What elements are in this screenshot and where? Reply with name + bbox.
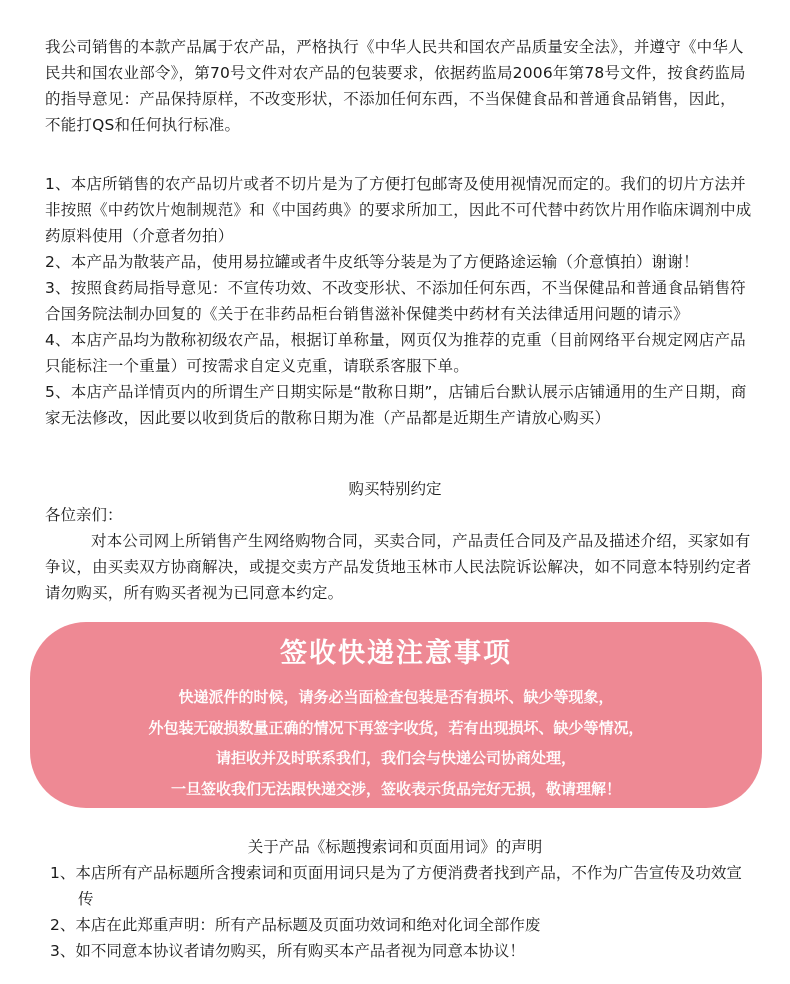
agreement-greeting: 各位亲们： bbox=[45, 506, 123, 524]
agreement-title: 购买特别约定 bbox=[348, 480, 442, 498]
notes-list bbox=[45, 171, 757, 431]
note-item: 5、本店产品详情页内的所谓生产日期实际是“散称日期”，店铺后台默认展示店铺通用的生产日期，商家无法修改，因此要以收到货后的散称日期为准（产品都是近期生产请放心购买） bbox=[45, 383, 747, 427]
delivery-notice-line: 一旦签收我们无法跟快递交涉，签收表示货品完好无损，敬请理解！ bbox=[170, 779, 621, 798]
declaration-item: 3、如不同意本协议者请勿购买，所有购买本产品者视为同意本协议！ bbox=[50, 942, 525, 960]
delivery-notice-box bbox=[30, 622, 762, 808]
declaration-title: 关于产品《标题搜索词和页面用词》的声明 bbox=[247, 838, 543, 856]
declaration-item: 2、本店在此郑重声明：所有产品标题及页面功效词和绝对化词全部作废 bbox=[50, 916, 541, 934]
declaration-list bbox=[50, 860, 750, 964]
note-item: 4、本店产品均为散称初级农产品，根据订单称量，网页仅为推荐的克重（目前网络平台规定网店产品只能标注一个重量）可按需求自定义克重，请联系客服下单。 bbox=[45, 331, 746, 375]
declaration-item: 1、本店所有产品标题所含搜索词和页面用词只是为了方便消费者找到产品，不作为广告宣传及功效宣传 bbox=[50, 864, 742, 908]
delivery-notice-line: 外包装无破损数量正确的情况下再签字收货，若有出现损坏、缺少等情况， bbox=[148, 718, 644, 737]
agreement-body: 对本公司网上所销售产生网络购物合同，买卖合同，产品责任合同及产品及描述介绍，买家如有争议，由买卖双方协商解决，或提交卖方产品发货地玉林市人民法院诉讼解决，如不同意本特别约定者请勿购买，所有购买者视为已同意本约定。 bbox=[45, 532, 752, 602]
delivery-notice-line: 请拒收并及时联系我们，我们会与快递公司协商处理， bbox=[215, 749, 576, 767]
delivery-notice-title: 签收快递注意事项 bbox=[280, 638, 512, 669]
note-item: 3、按照食药局指导意见：不宣传功效、不改变形状、不添加任何东西，不当保健品和普通食品销售符合国务院法制办回复的《关于在非药品柜台销售滋补保健类中药材有关法律适用问题的请示》 bbox=[45, 279, 746, 323]
delivery-notice-line: 快递派件的时候，请务必当面检查包装是否有损坏、缺少等现象， bbox=[178, 688, 614, 706]
intro-paragraph: 我公司销售的本款产品属于农产品，严格执行《中华人民共和国农产品质量安全法》，并遵守《中华人民共和国农业部令》，第70号文件对农产品的包装要求，依据药监局2006年第78号文件，按食药监局的指导意见：产品保持原样，不改变形状，不添加任何东西，不当保健食品和普通食品销售，因此，不能打QS和任何执行标准。 bbox=[45, 38, 746, 134]
note-item: 1、本店所销售的农产品切片或者不切片是为了方便打包邮寄及使用视情况而定的。我们的切片方法并非按照《中药饮片炮制规范》和《中国药典》的要求所加工，因此不可代替中药饮片用作临床调剂中成药原料使用（介意者勿拍） bbox=[45, 175, 752, 245]
delivery-notice-lines bbox=[30, 682, 762, 804]
note-item: 2、本产品为散装产品，使用易拉罐或者牛皮纸等分装是为了方便路途运输（介意慎拍）谢谢！ bbox=[45, 253, 699, 271]
